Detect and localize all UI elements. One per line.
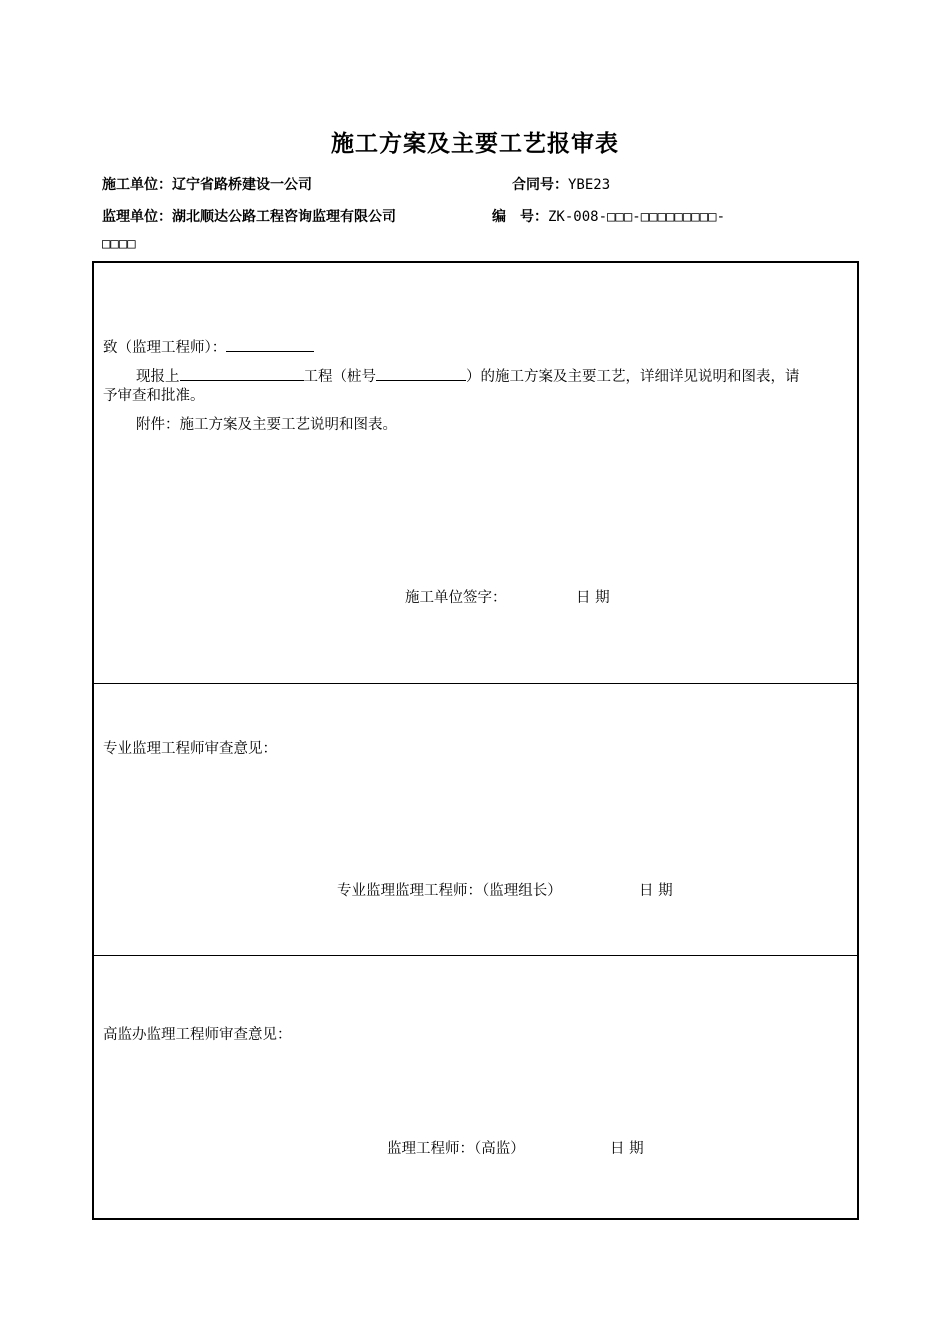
approval-form-box [92,261,859,1220]
station-number-blank[interactable] [376,366,466,381]
contractor-label: 施工单位： [102,177,172,193]
engineer-name-blank[interactable] [226,337,314,352]
specialist-signature-label: 专业监理监理工程师：（监理组长） [337,883,562,899]
office-date-label: 日 期 [610,1141,644,1157]
serial-value-line1: ZK-008-□□□-□□□□□□□□□- [548,209,726,225]
to-label: 致（监理工程师）： [103,340,227,356]
supervisor-value: 湖北顺达公路工程咨询监理有限公司 [172,209,396,225]
contract-no-value: YBE23 [568,177,611,193]
page-title: 施工方案及主要工艺报审表 [331,131,619,157]
body-part2: 工程（桩号 [303,369,376,385]
office-opinion-label: 高监办监理工程师审查意见： [103,1027,292,1043]
serial-row [492,206,725,226]
report-body-line2: 予审查和批准。 [103,388,205,404]
contractor-value: 辽宁省路桥建设一公司 [172,177,312,193]
supervisor-row [102,206,396,226]
serial-label: 编 号： [492,209,548,225]
contract-no-row [512,174,610,194]
report-body-line1 [136,365,800,386]
body-part3: ）的施工方案及主要工艺，详细详见说明和图表，请 [466,369,800,385]
contractor-date-label: 日 期 [576,590,610,606]
specialist-date-label: 日 期 [639,883,673,899]
body-part1: 现报上 [136,369,180,385]
serial-value-line2: □□□□ [102,236,136,252]
contract-no-label: 合同号： [512,177,568,193]
divider-1 [94,683,857,684]
contractor-row [102,174,312,194]
project-name-blank[interactable] [180,366,304,381]
specialist-opinion-label: 专业监理工程师审查意见： [103,741,277,757]
supervisor-label: 监理单位： [102,209,172,225]
office-signature-label: 监理工程师：（高监） [387,1141,525,1157]
contractor-signature-label: 施工单位签字： [405,590,507,606]
attachment-line: 附件：施工方案及主要工艺说明和图表。 [136,417,397,433]
to-line [103,336,314,357]
divider-2 [94,955,857,956]
